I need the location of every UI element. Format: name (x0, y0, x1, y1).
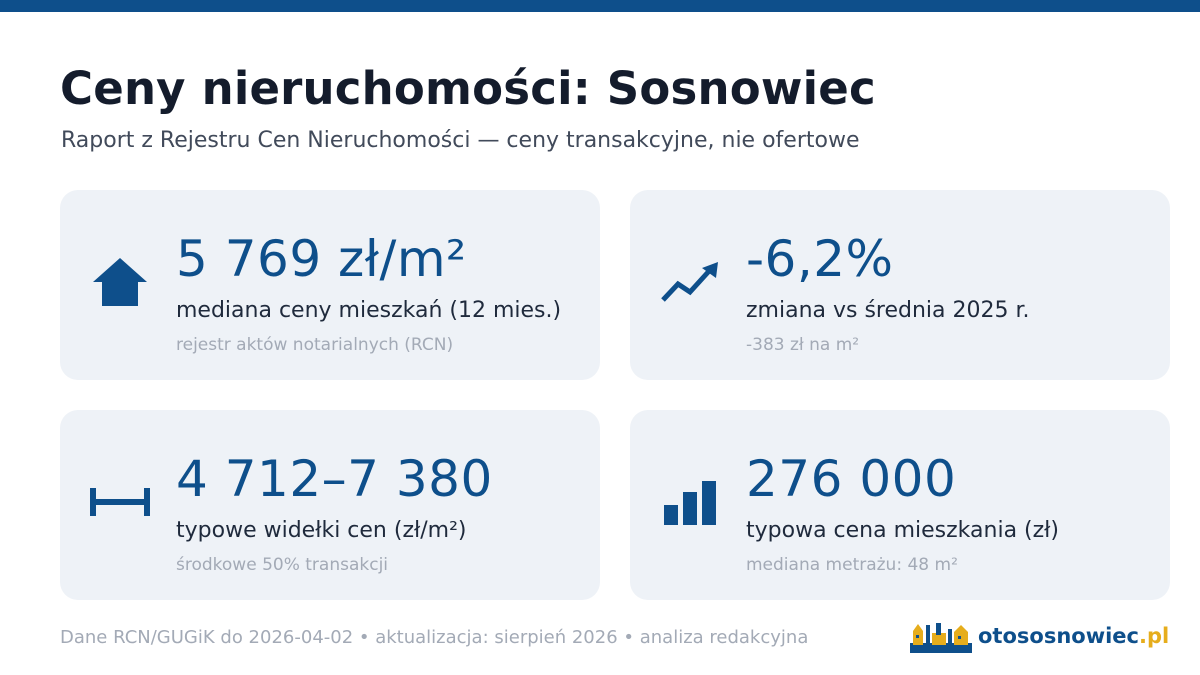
stat-value: -6,2% (746, 230, 894, 288)
stat-value: 276 000 (746, 450, 957, 508)
page-subtitle: Raport z Rejestru Cen Nieruchomości — ceny transakcyjne, nie ofertowe (61, 128, 860, 153)
page-title: Ceny nieruchomości: Sosnowiec (60, 62, 876, 115)
stat-note: -383 zł na m² (746, 335, 860, 355)
stat-card-typical-price (630, 410, 1170, 600)
brand-name: otososnowiec.pl (978, 624, 1170, 648)
top-accent-bar (0, 0, 1200, 12)
brand-logo-link[interactable] (910, 618, 1169, 654)
stat-note: środkowe 50% transakcji (176, 555, 389, 575)
stat-value: 5 769 zł/m² (176, 230, 467, 288)
stat-label: mediana ceny mieszkań (12 mies.) (176, 298, 562, 323)
stat-label: typowa cena mieszkania (zł) (746, 518, 1060, 543)
brand-tld: .pl (1139, 624, 1170, 648)
stat-note: mediana metrażu: 48 m² (746, 555, 958, 575)
stat-card-price-range (60, 410, 600, 600)
stat-card-median-price (60, 190, 600, 380)
stat-value: 4 712–7 380 (176, 450, 493, 508)
stat-label: zmiana vs średnia 2025 r. (746, 298, 1030, 323)
city-skyline-logo-icon (910, 619, 972, 653)
source-footer: Dane RCN/GUGiK do 2026-04-02 • aktualizacja: sierpień 2026 • analiza redakcyjna (60, 627, 809, 648)
stat-label: typowe widełki cen (zł/m²) (176, 518, 467, 543)
stat-card-change (630, 190, 1170, 380)
trend-up-icon (658, 250, 722, 314)
bar-chart-icon (658, 470, 722, 534)
stat-note: rejestr aktów notarialnych (RCN) (176, 335, 454, 355)
range-icon (88, 470, 152, 534)
house-icon (88, 250, 152, 314)
